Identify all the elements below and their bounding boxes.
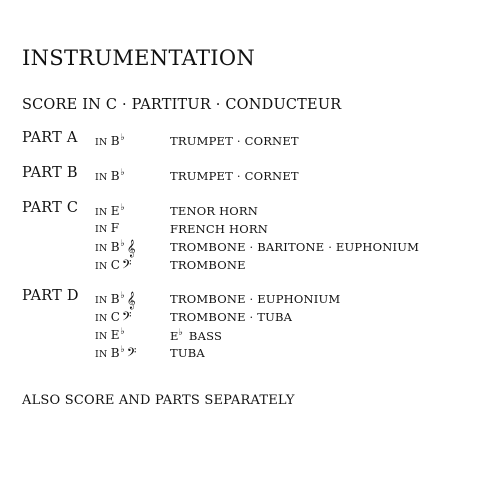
key-letter: B <box>110 134 120 148</box>
instrument-name: TROMBONE · TUBA <box>170 310 293 324</box>
key-letter: C <box>110 258 120 272</box>
score-line: SCORE IN C · PARTITUR · CONDUCTEUR <box>22 97 342 113</box>
instrument-name: TENOR HORN <box>170 204 259 218</box>
flat-icon: ♭ <box>120 291 125 301</box>
key-letter: B <box>110 346 120 360</box>
part-label: PART C <box>22 200 79 216</box>
part-label: PART B <box>22 165 78 181</box>
key-designation <box>95 309 132 327</box>
instrument-name: TROMBONE · BARITONE · EUPHONIUM <box>170 240 420 254</box>
bass-clef-icon: 𝄢 <box>121 257 132 275</box>
key-designation <box>95 327 125 342</box>
flat-icon: ♭ <box>120 168 125 178</box>
key-letter: E <box>110 328 120 342</box>
part-label: PART D <box>22 288 79 304</box>
key-letter: F <box>110 221 120 235</box>
key-prefix: IN <box>95 261 111 272</box>
key-letter: B <box>110 169 120 183</box>
flat-icon: ♭ <box>120 239 125 249</box>
key-prefix: IN <box>95 313 111 324</box>
key-prefix: IN <box>95 331 111 342</box>
treble-clef-icon: 𝄞 <box>126 291 136 309</box>
instrument-name: TRUMPET · CORNET <box>170 134 299 148</box>
key-designation <box>95 133 125 148</box>
key-prefix: IN <box>95 243 111 254</box>
key-designation <box>95 257 132 275</box>
instrument-name: TUBA <box>170 346 205 360</box>
key-letter: B <box>110 240 120 254</box>
instrument-name: TROMBONE <box>170 258 246 272</box>
key-letter: E <box>110 204 120 218</box>
key-designation <box>95 239 136 257</box>
treble-clef-icon: 𝄞 <box>126 239 136 257</box>
key-prefix: IN <box>95 207 111 218</box>
part-label: PART A <box>22 130 78 146</box>
key-designation <box>95 168 125 183</box>
footer-note: ALSO SCORE AND PARTS SEPARATELY <box>22 393 295 408</box>
instrument-name: TRUMPET · CORNET <box>170 169 299 183</box>
flat-icon: ♭ <box>120 345 125 355</box>
bass-clef-icon: 𝄢 <box>126 345 137 363</box>
key-prefix: IN <box>95 295 111 306</box>
flat-icon: ♭ <box>120 203 125 213</box>
instrument-name: TROMBONE · EUPHONIUM <box>170 292 341 306</box>
instrument-letter: E <box>170 329 179 343</box>
key-designation <box>95 221 119 235</box>
key-prefix: IN <box>95 224 111 235</box>
instrument-name: FRENCH HORN <box>170 222 268 236</box>
key-designation <box>95 203 125 218</box>
key-prefix: IN <box>95 137 111 148</box>
instrument-name <box>170 328 222 343</box>
key-prefix: IN <box>95 172 111 183</box>
flat-icon: ♭ <box>120 133 125 143</box>
instrument-rest: BASS <box>185 329 223 343</box>
flat-icon: ♭ <box>120 327 125 337</box>
key-designation <box>95 291 136 309</box>
bass-clef-icon: 𝄢 <box>121 309 132 327</box>
key-prefix: IN <box>95 349 111 360</box>
key-designation <box>95 345 136 363</box>
flat-icon: ♭ <box>178 328 184 338</box>
key-letter: C <box>110 310 120 324</box>
key-letter: B <box>110 292 120 306</box>
page-title: INSTRUMENTATION <box>22 46 256 70</box>
